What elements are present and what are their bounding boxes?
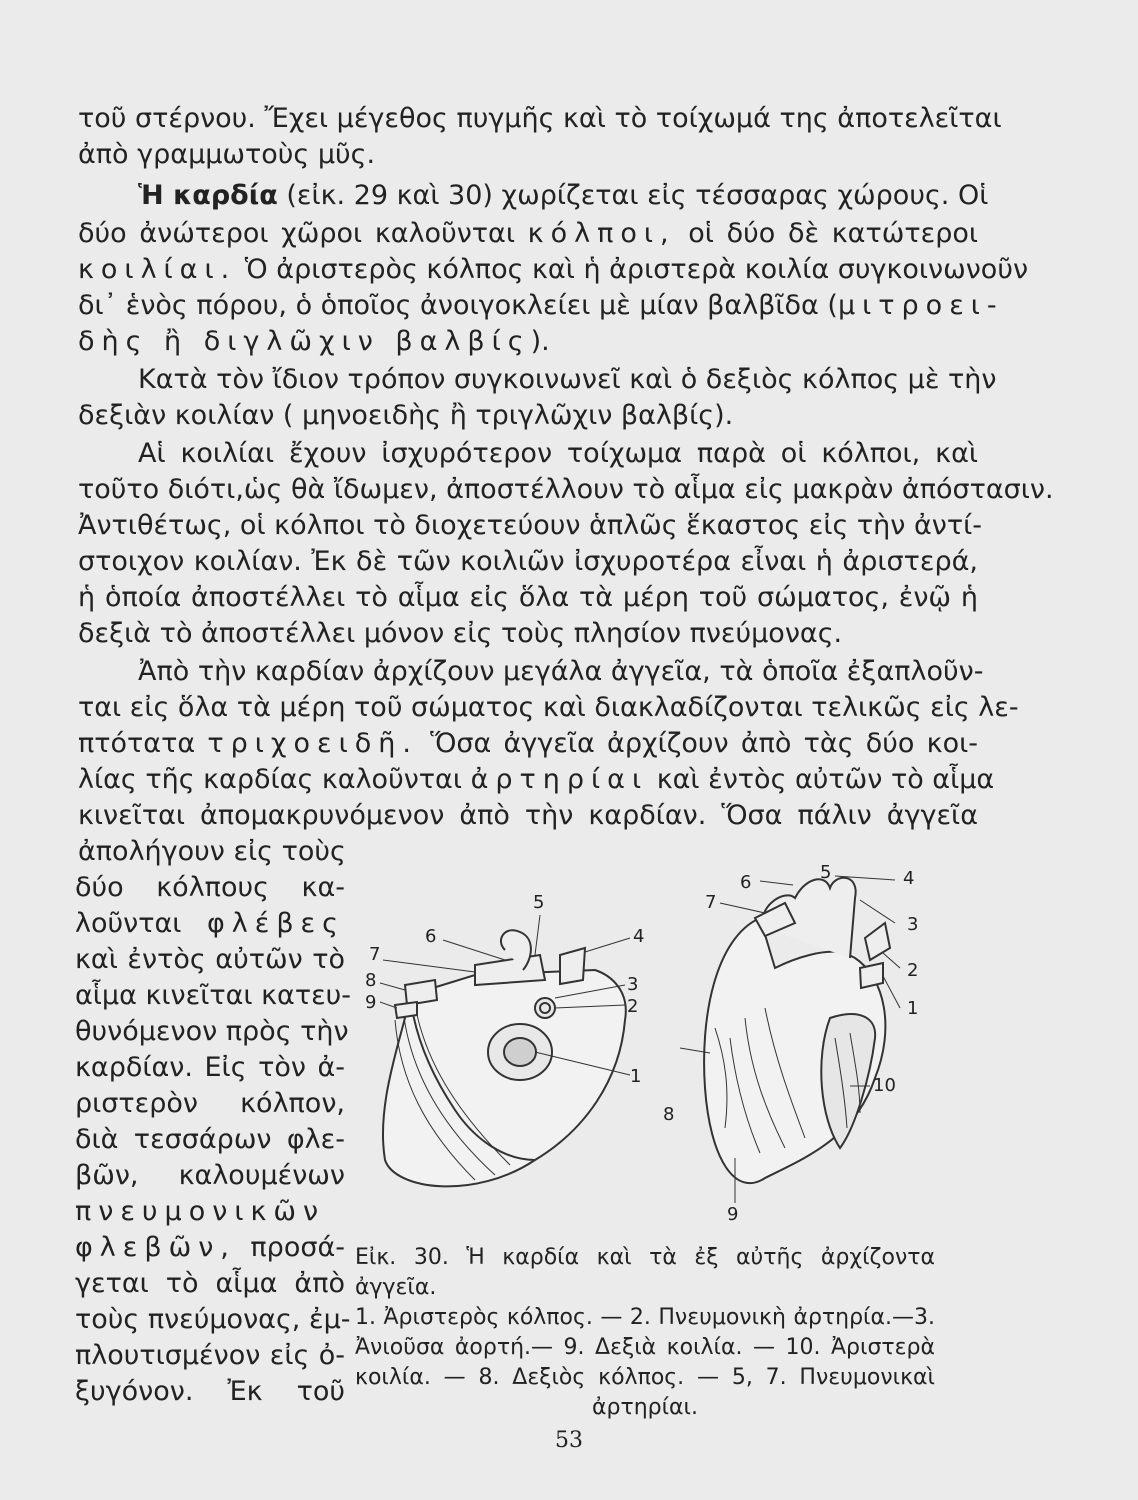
text-line bbox=[78, 218, 978, 250]
term-heart: Ἡ καρδία bbox=[138, 180, 278, 211]
fig-label: 10 bbox=[873, 1075, 896, 1096]
heart-figure-posterior bbox=[355, 880, 655, 1210]
term-veins-gen: φλεβῶν, bbox=[75, 1232, 236, 1263]
text-line: καρδίαν. Εἰς τὸν ἀ- bbox=[75, 1052, 345, 1083]
text-line: δεξιὰ τὸ ἀποστέλλει μόνον εἰς τοὺς πλησίον πνεύμονας. bbox=[78, 618, 843, 649]
term-ventricles: κοιλίαι. bbox=[78, 254, 237, 285]
text-line bbox=[78, 290, 1004, 322]
caption-line: Εἰκ. 30. Ἡ καρδία καὶ τὰ ἐξ αὐτῆς ἀρχίζοντα ἀγγεῖα. bbox=[355, 1245, 935, 1300]
term-atria: κόλποι, bbox=[527, 218, 676, 249]
text-line: δύο κόλπους κα- bbox=[75, 872, 345, 903]
text-line: Ἀντιθέτως, οἱ κόλποι τὸ διοχετεύουν ἁπλῶς ἕκαστος εἰς τὴν ἀντί- bbox=[78, 510, 982, 541]
text-line: κινεῖται ἀπομακρυνόμενον ἀπὸ τὴν καρδίαν. Ὅσα πάλιν ἀγγεῖα bbox=[78, 800, 978, 831]
heart-figure-anterior bbox=[655, 858, 935, 1228]
text-line: ριστερὸν κόλπον, bbox=[75, 1088, 345, 1119]
text-span: καὶ ἐντὸς αὐτῶν τὸ αἷμα bbox=[656, 764, 995, 795]
text-line bbox=[138, 180, 989, 212]
text-line: αἷμα κινεῖται κατευ- bbox=[75, 980, 352, 1011]
caption-line: ἀρτηρίαι. bbox=[591, 1395, 698, 1420]
term-pulmonary: πνευμονικῶν bbox=[75, 1196, 326, 1227]
fig-label: 8 bbox=[365, 970, 377, 991]
text-line: τοὺς πνεύμονας, ἐμ- bbox=[75, 1304, 351, 1335]
text-span: προσά- bbox=[250, 1232, 345, 1263]
text-span: λίας τῆς καρδίας καλοῦνται bbox=[78, 764, 462, 795]
page-number: 53 bbox=[555, 1428, 583, 1453]
text-line: γεται τὸ αἷμα ἀπὸ bbox=[75, 1268, 345, 1299]
fig-label: 5 bbox=[820, 862, 832, 883]
fig-label: 1 bbox=[907, 998, 919, 1019]
fig-label: 3 bbox=[907, 914, 919, 935]
figure-caption bbox=[355, 1243, 935, 1423]
text-line bbox=[78, 728, 978, 760]
text-line: τοῦ στέρνου. Ἔχει μέγεθος πυγμῆς καὶ τὸ τοίχωμά της ἀποτελεῖται bbox=[78, 103, 1002, 134]
fig-label: 2 bbox=[627, 996, 639, 1017]
text-span: πτότατα bbox=[78, 728, 196, 759]
text-line: ἀπολήγουν εἰς τοὺς bbox=[78, 836, 346, 867]
caption-line: κοιλία. — 8. Δεξιὸς κόλπος. — 5, 7. Πνευμονικαὶ bbox=[355, 1365, 935, 1390]
fig-label: 5 bbox=[533, 892, 545, 913]
text-span: Ὁ ἀριστερὸς κόλπος καὶ ἡ ἀριστερὰ κοιλία συγκοινωνοῦν bbox=[244, 254, 1029, 285]
text-line: βῶν, καλουμένων bbox=[75, 1160, 345, 1191]
text-span: λοῦνται bbox=[75, 908, 182, 939]
text-line: ἀπὸ γραμμωτοὺς μῦς. bbox=[78, 139, 376, 170]
text-span: ). bbox=[530, 326, 550, 357]
text-line bbox=[75, 1196, 345, 1228]
text-line: διὰ τεσσάρων φλε- bbox=[75, 1124, 345, 1155]
text-span: οἱ δύο δὲ κατώτεροι bbox=[688, 218, 978, 249]
fig-label: 1 bbox=[630, 1066, 642, 1087]
text-span: δι᾽ ἑνὸς πόρου, ὁ ὁποῖος ἀνοιγοκλείει μὲ μίαν βαλβῖδα ( bbox=[78, 290, 838, 321]
text-line bbox=[75, 908, 345, 940]
fig-label: 4 bbox=[633, 926, 645, 947]
caption-line: Ἀνιοῦσα ἀορτή.— 9. Δεξιὰ κοιλία. — 10. Ἀριστερὰ bbox=[355, 1335, 935, 1360]
text-line bbox=[78, 326, 978, 358]
fig-label: 6 bbox=[740, 872, 752, 893]
fig-label: 9 bbox=[727, 1204, 739, 1225]
text-line: ξυγόνον. Ἐκ τοῦ bbox=[75, 1376, 345, 1407]
fig-label: 4 bbox=[903, 868, 915, 889]
text-line: Αἱ κοιλίαι ἔχουν ἰσχυρότερον τοίχωμα παρὰ οἱ κόλποι, καὶ bbox=[138, 438, 978, 469]
text-line bbox=[75, 1232, 345, 1264]
fig-label: 7 bbox=[369, 944, 381, 965]
fig-label: 3 bbox=[627, 974, 639, 995]
text-line: ἡ ὁποία ἀποστέλλει τὸ αἷμα εἰς ὅλα τὰ μέρη τοῦ σώματος, ἐνῷ ἡ bbox=[78, 582, 978, 613]
term-capillaries: τριχοειδῆ. bbox=[207, 728, 418, 759]
term-bicuspid: δὴς ἢ διγλῶχιν βαλβίς bbox=[78, 326, 531, 357]
fig-label: 2 bbox=[907, 960, 919, 981]
term-mitral: μιτροει- bbox=[837, 290, 1004, 321]
text-span: Ὅσα ἀγγεῖα ἀρχίζουν ἀπὸ τὰς δύο κοι- bbox=[430, 728, 978, 759]
fig-label: 6 bbox=[425, 926, 437, 947]
term-arteries: ἀρτηρίαι bbox=[470, 764, 649, 795]
text-line: στοιχον κοιλίαν. Ἐκ δὲ τῶν κοιλιῶν ἰσχυροτέρα εἶναι ἡ ἀριστερά, bbox=[78, 546, 978, 577]
fig-label: 9 bbox=[365, 992, 377, 1013]
term-veins: φλέβες bbox=[206, 908, 345, 939]
text-line: Κατὰ τὸν ἴδιον τρόπον συγκοινωνεῖ καὶ ὁ δεξιὸς κόλπος μὲ τὴν bbox=[138, 364, 997, 395]
text-line: καὶ ἐντὸς αὐτῶν τὸ bbox=[75, 944, 345, 975]
text-span: δύο ἀνώτεροι χῶροι καλοῦνται bbox=[78, 218, 515, 249]
text-line bbox=[78, 254, 1029, 286]
text-line: πλουτισμένον εἰς ὀ- bbox=[75, 1340, 345, 1371]
text-line: δεξιὰν κοιλίαν ( μηνοειδὴς ἢ τριγλῶχιν βαλβίς). bbox=[78, 400, 734, 431]
text-line: ται εἰς ὅλα τὰ μέρη τοῦ σώματος καὶ διακλαδίζονται τελικῶς εἰς λε- bbox=[78, 692, 1019, 723]
text-line: Ἀπὸ τὴν καρδίαν ἀρχίζουν μεγάλα ἀγγεῖα, τὰ ὁποῖα ἐξαπλοῦν- bbox=[138, 656, 984, 687]
text-line: τοῦτο διότι,ὡς θὰ ἴδωμεν, ἀποστέλλουν τὸ αἷμα εἰς μακρὰν ἀπόστασιν. bbox=[78, 474, 1054, 505]
text-line: θυνόμενον πρὸς τὴν bbox=[75, 1016, 349, 1047]
fig-label: 8 bbox=[663, 1104, 675, 1125]
text-span: (εἰκ. 29 καὶ 30) χωρίζεται εἰς τέσσαρας χώρους. Οἱ bbox=[277, 180, 989, 211]
text-line bbox=[78, 764, 995, 796]
fig-label: 7 bbox=[705, 892, 717, 913]
caption-line: 1. Ἀριστερὸς κόλπος. — 2. Πνευμονικὴ ἀρτηρία.—3. bbox=[355, 1305, 935, 1330]
